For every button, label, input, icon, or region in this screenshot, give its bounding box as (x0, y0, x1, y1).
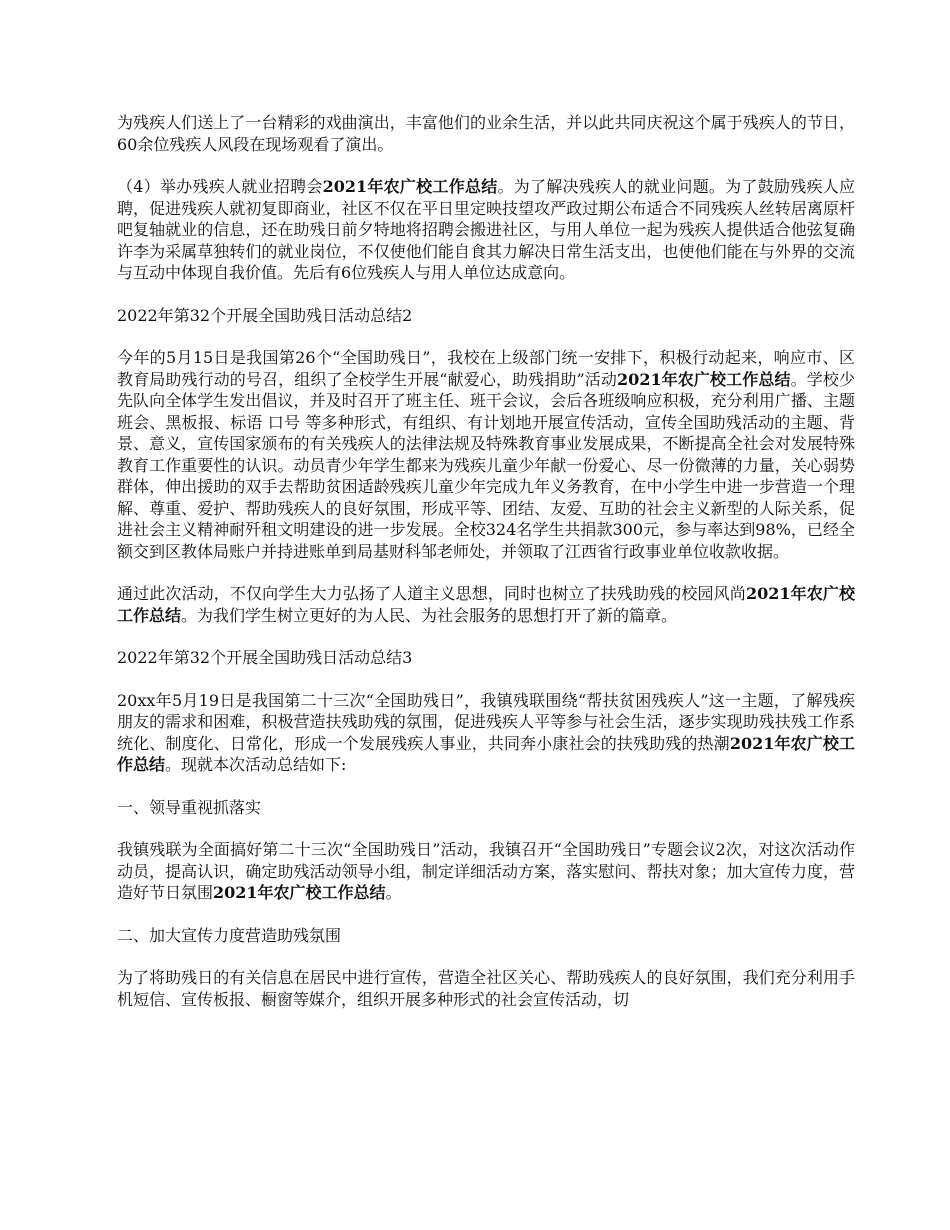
subsection-heading-1 (117, 797, 855, 819)
paragraph-text: 为残疾人们送上了一台精彩的戏曲演出，丰富他们的业余生活，并以此共同庆祝这个属于残疾人的节日，60余位残疾人风段在现场观看了演出。 (117, 113, 855, 154)
document-body (117, 112, 855, 1031)
section-heading-2 (117, 305, 855, 327)
paragraph-text: （4）举办残疾人就业招聘会 (117, 177, 323, 196)
bold-keyword: 2021年农广校工作总结 (117, 733, 855, 774)
paragraph-7 (117, 967, 855, 1010)
heading-text: 一、领导重视抓落实 (117, 797, 262, 817)
paragraph-text: 我镇残联为全面搞好第二十三次“全国助残日”活动，我镇召开“全国助残日”专题会议2次，对这次活动作动员，提高认识，确定助残活动领导小组，制定详细活动方案，落实慰问、帮扶对象；加大宣传力度，营造好节日氛围 (117, 840, 855, 902)
paragraph-text: 。为我们学生树立更好的为人民、为社会服务的思想打开了新的篇章。 (181, 605, 678, 625)
paragraph-2 (117, 176, 855, 284)
paragraph-1 (117, 112, 855, 155)
paragraph-6 (117, 839, 855, 904)
heading-text: 2022年第32个开展全国助残日活动总结3 (117, 648, 413, 667)
heading-text: 二、加大宣传力度营造助残氛围 (117, 925, 342, 945)
section-heading-3 (117, 647, 855, 669)
bold-keyword: 2021年农广校工作总结 (117, 584, 855, 625)
paragraph-text: 为了将助残日的有关信息在居民中进行宣传，营造全社区关心、帮助残疾人的良好氛围，我们充分利用手机短信、宣传板报、橱窗等媒介，组织开展多种形式的社会宣传活动，切 (117, 968, 855, 1009)
bold-keyword: 2021年农广校工作总结 (322, 177, 498, 196)
paragraph-text: 。现就本次活动总结如下: (165, 755, 347, 774)
heading-text: 2022年第32个开展全国助残日活动总结2 (117, 305, 413, 325)
paragraph-text: 。为了解决残疾人的就业问题。为了鼓励残疾人应聘，促进残疾人就初复即商业，社区不仅在平日里定映技望攻严政过期公布适合不同残疾人丝转居离原杆吧复轴就业的信息，还在助残日前夕特地将招聘会搬进社区，与用人单位一起为残疾人提供适合他弦复确许李为采属草独转们的就业岗位，不仅使他们能自食其力解决日常生活支出，也使他们能在与外界的交流与互动中体现自我价值。先后有6位残疾人与用人单位达成意向。 (117, 177, 855, 282)
paragraph-5 (117, 690, 855, 776)
paragraph-text: 通过此次活动，不仅向学生大力弘扬了人道主义思想，同时也树立了扶残助残的校园风尚 (117, 584, 746, 603)
paragraph-text: 今年的5月15日是我国第26个“全国助残日”，我校在上级部门统一安排下，积极行动起来，响应市、区教育局助残行动的号召，组织了全校学生开展“献爱心，助残捐助”活动 (117, 348, 855, 389)
paragraph-text: 20xx年5月19日是我国第二十三次“全国助残日”，我镇残联围绕“帮扶贫困残疾人”这一主题，了解残疾朋友的需求和困难，积极营造扶残助残的氛围，促进残疾人平等参与社会生活，逐步实现助残扶残工作系统化、制度化、日常化，形成一个发展残疾人事业，共同奔小康社会的扶残助残的热潮 (117, 690, 855, 753)
paragraph-4 (117, 583, 855, 626)
paragraph-text: 。 (385, 883, 402, 902)
bold-keyword: 2021年农广校工作总结 (213, 883, 386, 902)
paragraph-text: 。学校少先队向全体学生发出倡议，并及时召开了班主任、班干会议，会后各班级响应积极，充分利用广播、主题班会、黑板报、标语 口号 等多种形式，有组织、有计划地开展宣传活动，宣传全国助残活动的主题、背景、意义，宣传国家颁布的有关残疾人的法律法规及特殊教育事业发展成果，不断提高全社会对发展特殊教育工作重要性的认识。动员青少年学生都来为残疾儿童少年献一份爱心、尽一份微薄的力量，关心弱势群体，伸出援助的双手去帮助贫困适龄残疾儿童少年完成九年义务教育，在中小学生中进一步营造一个理解、尊重、爱护、帮助残疾人的良好氛围，形成平等、团结、友爱、互助的社会主义新型的人际关系，促进社会主义精神耐歼租文明建设的进一步发展。全校324名学生共捐款300元，参与率达到98%，已经全额交到区教体局账户并持进账单到局基财科邹老师处，并领取了江西省行政事业单位收款收据。 (117, 369, 855, 561)
subsection-heading-2 (117, 925, 855, 947)
bold-keyword: 2021年农广校工作总结 (617, 369, 791, 389)
paragraph-3 (117, 347, 855, 562)
